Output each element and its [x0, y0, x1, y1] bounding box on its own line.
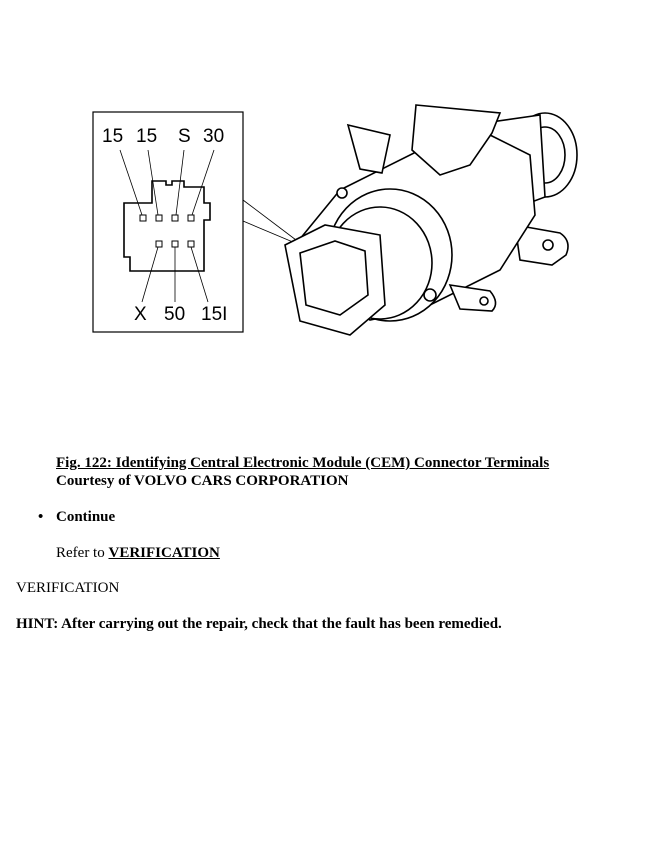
pin-top-3 [172, 215, 178, 221]
figure-caption [56, 454, 549, 490]
bullet-label: Continue [56, 509, 116, 525]
connector-figure [90, 95, 590, 345]
pin-label-bottom-2: 50 [164, 304, 186, 325]
bullet-icon: • [38, 509, 44, 525]
figure-caption-title: Fig. 122: Identifying Central Electronic Module (CEM) Connector Terminals [56, 455, 550, 471]
section-heading: VERIFICATION [16, 580, 120, 596]
ignition-switch-drawing [285, 105, 577, 335]
pin-label-bottom-1: X [134, 304, 147, 325]
refer-prefix: Refer to [56, 545, 109, 561]
bullet-list-item [38, 509, 115, 526]
pin-top-2 [156, 215, 162, 221]
pin-label-bottom-3: 15I [201, 304, 228, 325]
connector-illustration [90, 95, 590, 345]
pin-label-top-4: 30 [203, 126, 225, 147]
pin-label-top-2: 15 [136, 126, 158, 147]
refer-line [56, 545, 220, 562]
pin-top-4 [188, 215, 194, 221]
pin-label-top-3: S [178, 126, 191, 147]
pin-label-top-1: 15 [102, 126, 124, 147]
pin-top-1 [140, 215, 146, 221]
pin-bottom-3 [188, 241, 194, 247]
pin-bottom-2 [172, 241, 178, 247]
hint-text: HINT: After carrying out the repair, check that the fault has been remedied. [16, 616, 502, 632]
pin-bottom-1 [156, 241, 162, 247]
verification-link[interactable]: VERIFICATION [108, 545, 220, 561]
figure-caption-credit: Courtesy of VOLVO CARS CORPORATION [56, 473, 349, 489]
